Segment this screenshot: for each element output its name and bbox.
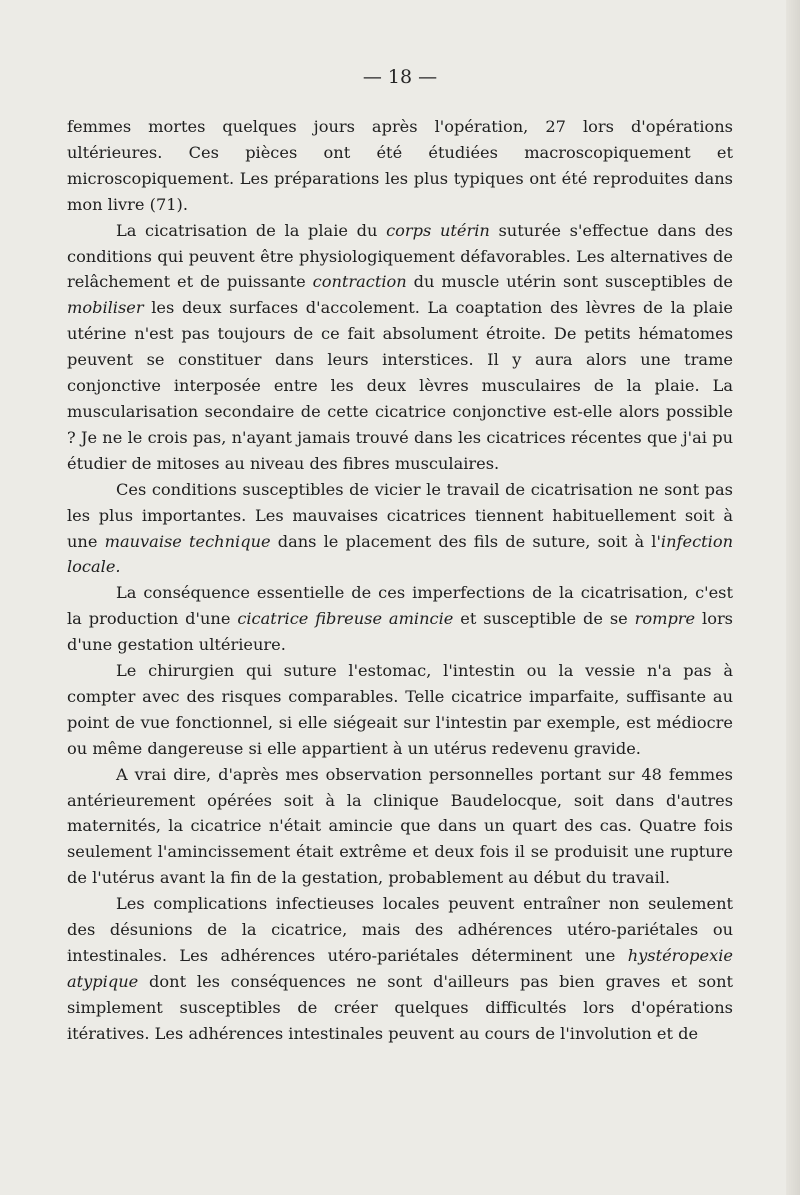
paragraph — [67, 114, 733, 218]
paragraph — [67, 477, 733, 581]
italic-text: hystéropexie atypique — [67, 946, 733, 991]
text-run: Le chirurgien qui suture l'estomac, l'intestin ou la vessie n'a pas à compter avec des risques comparables. Telle cicatrice imparfaite, suffisante au point de vue fonctionnel, si elle siégeait sur l'intestin par exemple, est médiocre ou même dangereuse si elle appartient à un utérus redevenu gravide. — [67, 661, 733, 758]
text-run: et susceptible de se — [453, 609, 635, 629]
text-run: La cicatrisation de la plaie du — [116, 220, 387, 240]
text-run: dont les conséquences ne sont d'ailleurs pas bien graves et sont simplement susceptibles de créer quelques difficultés lors d'opérations itératives. Les adhérences intestinales peuvent au cours de l'involution et de — [67, 971, 733, 1043]
italic-text: cicatrice fibreuse amincie — [237, 609, 454, 629]
text-run: les deux surfaces d'accolement. La coaptation des lèvres de la plaie utérine n'est pas toujours de ce fait absolument étroite. De petits hématomes peuvent se constituer dans leurs interstices. Il y aura alors une trame conjonctive interposée entre les deux lèvres musculaires de la plaie. La muscularisation secondaire de cette cicatrice conjonctive est-elle alors possible ? Je ne le crois pas, n'ayant jamais trouvé dans les cicatrices récentes que j'ai pu étudier de mitoses au niveau des fibres musculaires. — [67, 298, 733, 473]
italic-text: mauvaise technique — [104, 531, 271, 551]
italic-text: mobiliser — [67, 298, 144, 318]
paragraph — [67, 762, 733, 892]
text-run: Ces conditions susceptibles de vicier le travail de cicatrisation ne sont pas les plus importantes. Les mauvaises cicatrices tiennent habituellement soit à une — [67, 479, 733, 551]
page-number: — 18 — — [362, 66, 438, 88]
text-run: du muscle utérin sont susceptibles de — [406, 272, 734, 292]
paragraph — [67, 218, 733, 477]
text-run: A vrai dire, d'après mes observation personnelles portant sur 48 femmes antérieurement opérées soit à la clinique Baudelocque, soit dans d'autres maternités, la cicatrice n'était amincie que dans un quart des cas. Quatre fois seulement l'amincissement était extrême et deux fois il se produisit une rupture de l'utérus avant la fin de la gestation, probablement au début du travail. — [67, 764, 733, 888]
paragraph — [67, 658, 733, 762]
paragraph — [67, 580, 733, 658]
page-edge-shadow — [786, 0, 800, 1195]
italic-text: corps utérin — [386, 220, 490, 240]
text-run: La conséquence essentielle de ces imperfections de la cicatrisation, c'est la production d'une — [67, 583, 733, 629]
paragraph — [67, 891, 733, 1046]
body-text — [67, 114, 733, 1047]
text-run: Les complications infectieuses locales peuvent entraîner non seulement des désunions de la cicatrice, mais des adhérences utéro-pariétales ou intestinales. Les adhérences utéro-pariétales déterminent une — [67, 894, 733, 965]
text-run: suturée s'effectue dans des conditions qui peuvent être physiologiquement défavorables. Les alternatives de relâchement et de puissante — [67, 220, 733, 292]
italic-text: rompre — [634, 609, 696, 629]
text-run: dans le placement des fils de suture, soit à l' — [270, 531, 661, 551]
text-run: femmes mortes quelques jours après l'opération, 27 lors d'opérations ultérieures. Ces pièces ont été étudiées macroscopiquement et microscopiquement. Les préparations les plus typiques ont été reproduites dans mon livre (71). — [67, 117, 733, 214]
italic-text: infection locale. — [67, 531, 734, 577]
text-run: lors d'une gestation ultérieure. — [67, 609, 733, 655]
italic-text: contraction — [312, 272, 407, 292]
